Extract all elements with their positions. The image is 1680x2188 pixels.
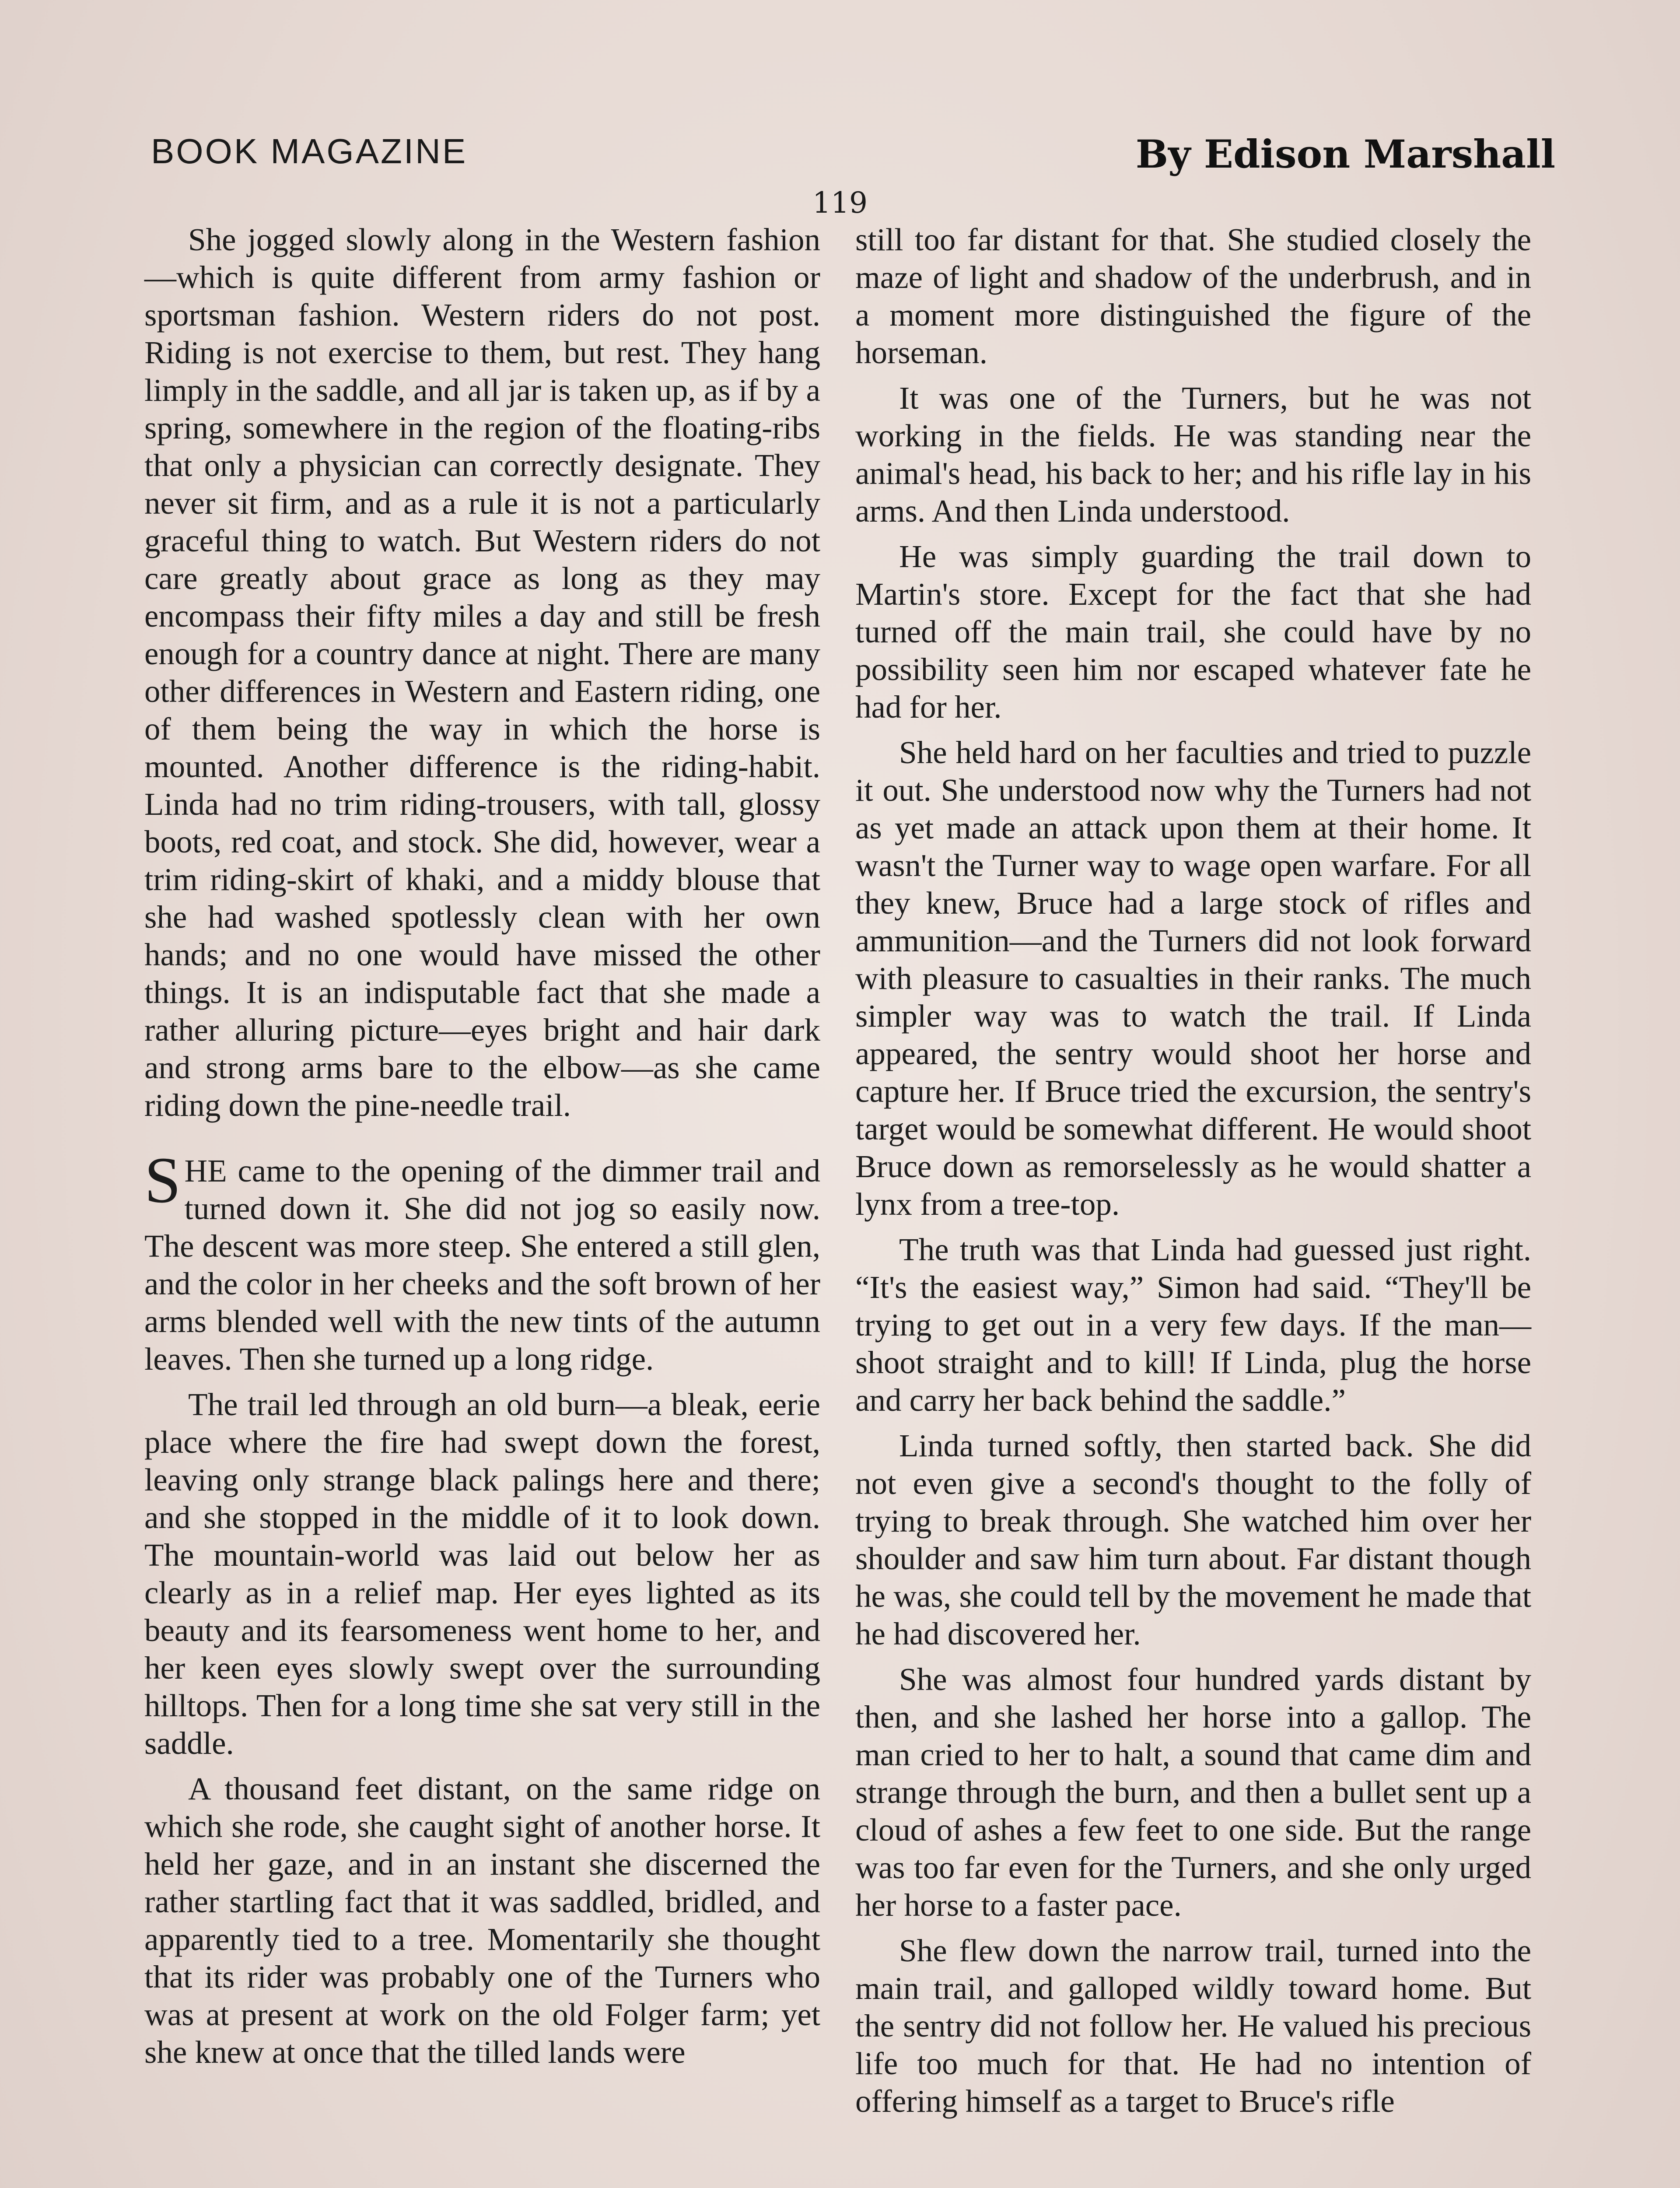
paragraph: The truth was that Linda had guessed just right. “It's the easiest way,” Simon had said. “They'll be trying to get out in a very few days. If the man—shoot straight and to kill! If Linda, plug the horse and carry her back behind the saddle.” — [855, 1232, 1531, 1418]
section-start-paragraph — [144, 1144, 820, 1378]
right-column — [855, 221, 1531, 2128]
section-start-text: HE came to the opening of the dimmer trail and turned down it. She did not jog so easily now. The descent was more steep. She entered a still glen, and the color in her cheeks and the soft brown of her arms blended well with the new tints of the autumn leaves. Then she turned up a long ridge. — [144, 1153, 820, 1377]
paragraph: A thousand feet distant, on the same ridge on which she rode, she caught sight of another horse. It held her gaze, and in an instant she discerned the rather startling fact that it was saddled, bridled, and apparently tied to a tree. Momentarily she thought that its rider was probably one of the Turners who was at present at work on the old Folger farm; yet she knew at once that the tilled lands were — [144, 1771, 820, 2070]
paragraph: He was simply guarding the trail down to Martin's store. Except for the fact that she had turned off the main trail, she could have by no possibility seen him nor escaped whatever fate he had for her. — [855, 539, 1531, 725]
paragraph: still too far distant for that. She studied closely the maze of light and shadow of the underbrush, and in a moment more distinguished the figure of the horseman. — [855, 222, 1531, 370]
drop-cap: S — [144, 1144, 181, 1217]
paragraph: She was almost four hundred yards distant by then, and she lashed her horse into a gallop. The man cried to her to halt, a sound that came dim and strange through the burn, and then a bullet sent up a cloud of ashes a few feet to one side. But the range was too far even for the Turners, and she only urged her horse to a faster pace. — [855, 1662, 1531, 1923]
page-number: 119 — [812, 186, 868, 220]
paragraph: Linda turned softly, then started back. She did not even give a second's thought to the folly of trying to break through. She watched him over her shoulder and saw him turn about. Far distant though he was, she could tell by the movement he made that he had discovered her. — [855, 1428, 1531, 1652]
paragraph: She jogged slowly along in the Western fashion—which is quite different from army fashion or sportsman fashion. Western riders do not post. Riding is not exercise to them, but rest. They hang limply in the saddle, and all jar is taken up, as if by a spring, somewhere in the region of the floating-ribs that only a physician can correctly designate. They never sit firm, and as a rule it is not a particularly graceful thing to watch. But Western riders do not care greatly about grace as long as they may encompass their fifty miles a day and still be fresh enough for a country dance at night. There are many other differences in Western and Eastern riding, one of them being the way in which the horse is mounted. Another difference is the riding-habit. Linda had no trim riding-trousers, with tall, glossy boots, red coat, and stock. She did, however, wear a trim riding-skirt of khaki, and a middy blouse that she had washed spotlessly clean with her own hands; and no one would have missed the other things. It is an indisputable fact that she made a rather alluring picture—eyes bright and hair dark and strong arms bare to the elbow—as she came riding down the pine-needle trail. — [144, 222, 820, 1123]
running-head-right: By Edison Marshall — [1135, 131, 1555, 177]
paragraph: It was one of the Turners, but he was not working in the fields. He was standing near the animal's head, his back to her; and his rifle lay in his arms. And then Linda understood. — [855, 380, 1531, 529]
paragraph: The trail led through an old burn—a bleak, eerie place where the fire had swept down the forest, leaving only strange black palings here and there; and she stopped in the middle of it to look down. The mountain-world was laid out below her as clearly as in a relief map. Her eyes lighted as its beauty and its fearsomeness went home to her, and her keen eyes slowly swept over the surrounding hilltops. Then for a long time she sat very still in the saddle. — [144, 1387, 820, 1761]
paragraph: She held hard on her faculties and tried to puzzle it out. She understood now why the Turners had not as yet made an attack upon them at their home. It wasn't the Turner way to wage open warfare. For all they knew, Bruce had a large stock of rifles and ammunition—and the Turners did not look forward with pleasure to casualties in their ranks. The much simpler way was to watch the trail. If Linda appeared, the sentry would shoot her horse and capture her. If Bruce tried the excursion, the sentry's target would be somewhat different. He would shoot Bruce down as remorselessly as he would shatter a lynx from a tree-top. — [855, 735, 1531, 1222]
running-head-left: BOOK MAGAZINE — [151, 132, 468, 171]
left-column — [144, 221, 820, 2079]
paragraph: She flew down the narrow trail, turned into the main trail, and galloped wildly toward home. But the sentry did not follow her. He valued his precious life too much for that. He had no intention of offering himself as a target to Bruce's rifle — [855, 1933, 1531, 2119]
